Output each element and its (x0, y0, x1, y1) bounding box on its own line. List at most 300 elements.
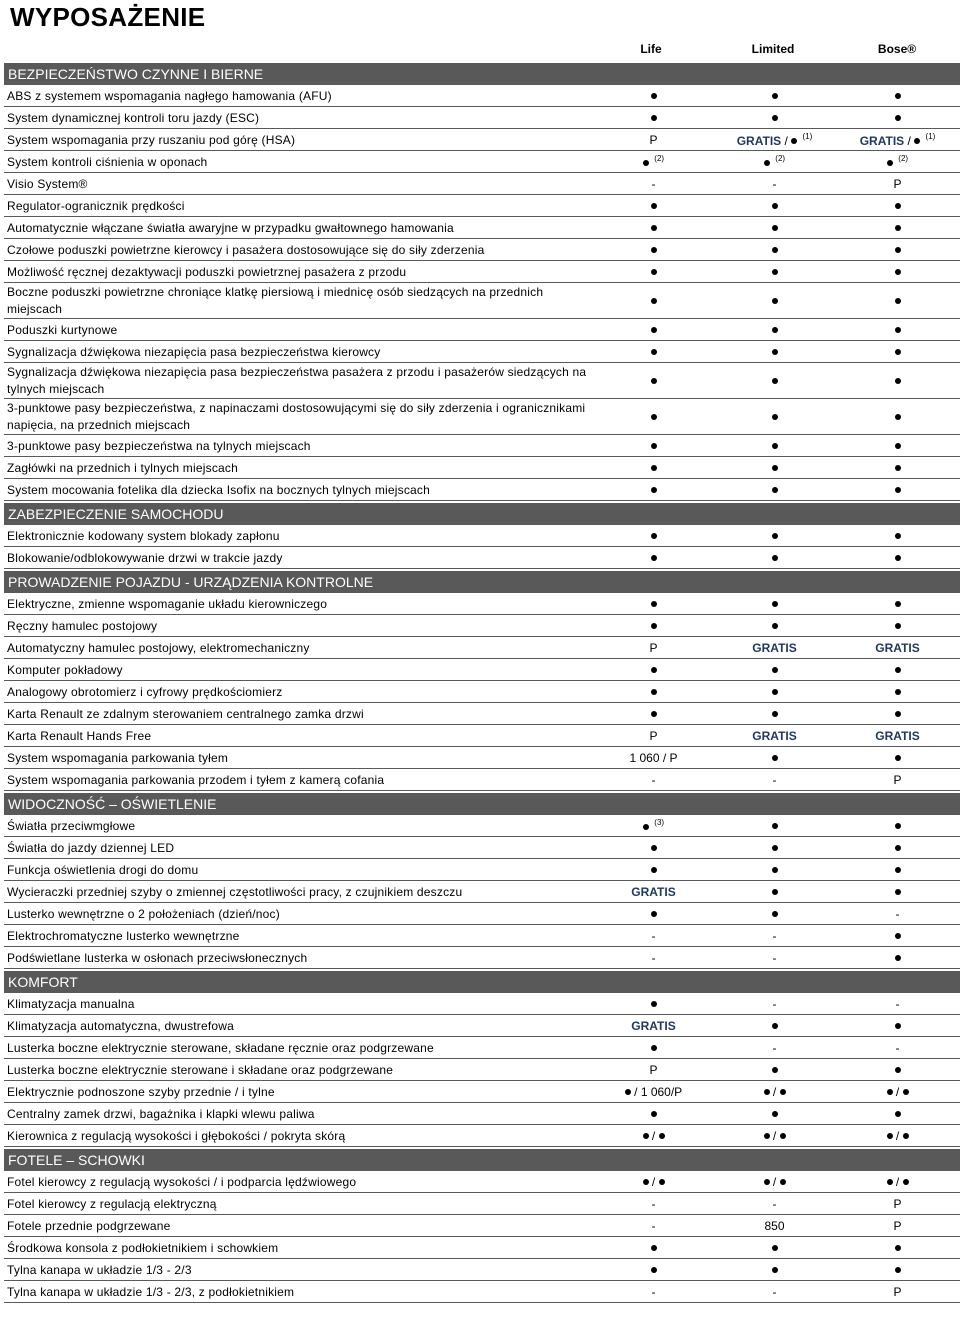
value-limited: GRATIS (752, 640, 797, 655)
feature-label: System wspomagania parkowania tyłem (7, 750, 229, 765)
value-limited (714, 663, 835, 677)
feature-label: Karta Renault ze zdalnym sterowaniem centralnego zamka drzwi (7, 706, 364, 721)
table-row (4, 859, 960, 881)
value-bose (835, 663, 960, 677)
feature-label: Klimatyzacja automatyczna, dwustrefowa (7, 1018, 235, 1033)
value-life (593, 841, 714, 855)
value-life (593, 323, 714, 337)
value-bose (835, 885, 960, 899)
value-bose (835, 461, 960, 475)
table-row (4, 637, 960, 659)
included-dot-icon (651, 247, 657, 253)
feature-label: Centralny zamek drzwi, bagażnika i klapki wlewu paliwa (7, 1106, 315, 1121)
included-dot-icon (772, 555, 778, 561)
table-row (4, 1059, 960, 1081)
value-bose (835, 951, 960, 965)
included-dot-icon (903, 1179, 909, 1185)
value-life (593, 619, 714, 633)
section-header: ZABEZPIECZENIE SAMOCHODU (4, 503, 960, 525)
included-dot-icon (772, 623, 778, 629)
included-dot-icon (887, 1133, 893, 1139)
included-dot-icon (651, 443, 657, 449)
included-dot-icon (772, 711, 778, 717)
feature-label: ABS z systemem wspomagania nagłego hamowania (AFU) (7, 88, 332, 103)
value-bose (835, 1019, 960, 1033)
included-dot-icon (651, 1245, 657, 1251)
feature-label: Środkowa konsola z podłokietnikiem i schowkiem (7, 1240, 279, 1255)
included-dot-icon (895, 269, 901, 275)
value-limited (714, 243, 835, 257)
included-dot-icon (772, 465, 778, 471)
feature-label: System wspomagania parkowania przodem i tyłem z kamerą cofania (7, 772, 385, 787)
value-limited (714, 323, 835, 337)
included-dot-icon (772, 1023, 778, 1029)
value-bose: GRATIS (875, 640, 920, 655)
value-limited (714, 551, 835, 565)
table-row (4, 319, 960, 341)
value-bose (835, 1241, 960, 1255)
included-dot-icon (895, 601, 901, 607)
value-life (593, 89, 714, 103)
value-bose (835, 111, 960, 125)
included-dot-icon (895, 443, 901, 449)
value-life (593, 111, 714, 125)
feature-label: System wspomagania przy ruszaniu pod górę (HSA) (7, 132, 296, 147)
value-bose (835, 221, 960, 235)
value-bose (835, 243, 960, 257)
value-life: - (651, 772, 656, 787)
table-row (4, 479, 960, 501)
value-limited (714, 907, 835, 921)
value-life (593, 439, 714, 453)
value-life (593, 1107, 714, 1121)
table-row (4, 547, 960, 569)
value-bose: P (893, 1196, 902, 1211)
value-life (593, 1241, 714, 1255)
column-header-bose: Bose® (877, 42, 917, 56)
table-row (4, 195, 960, 217)
table-row (4, 85, 960, 107)
table-row (4, 903, 960, 925)
included-dot-icon (895, 755, 901, 761)
feature-label: Karta Renault Hands Free (7, 728, 152, 743)
value-life: (2) (593, 154, 714, 170)
value-bose: - (895, 1040, 900, 1055)
included-dot-icon (895, 378, 901, 384)
included-dot-icon (887, 1089, 893, 1095)
table-row (4, 1237, 960, 1259)
value-bose (835, 597, 960, 611)
value-limited (714, 529, 835, 543)
feature-label: Komputer pokładowy (7, 662, 123, 677)
value-life: P (649, 640, 658, 655)
included-dot-icon (651, 349, 657, 355)
feature-label: System dynamicznej kontroli toru jazdy (ESC) (7, 110, 260, 125)
feature-label: Tylna kanapa w układzie 1/3 - 2/3 (7, 1262, 192, 1277)
included-dot-icon (772, 823, 778, 829)
value-bose: / (835, 1085, 960, 1099)
value-life (593, 597, 714, 611)
included-dot-icon (772, 487, 778, 493)
table-row (4, 1171, 960, 1193)
value-bose (835, 345, 960, 359)
value-life: 1 060 / P (629, 750, 678, 765)
included-dot-icon (895, 465, 901, 471)
included-dot-icon (772, 1267, 778, 1273)
value-life (593, 529, 714, 543)
feature-label: Kierownica z regulacją wysokości i głębokości / pokryta skórą (7, 1128, 346, 1143)
value-bose (835, 89, 960, 103)
value-life (593, 221, 714, 235)
value-bose (835, 619, 960, 633)
value-limited (714, 863, 835, 877)
value-bose: P (893, 1284, 902, 1299)
included-dot-icon (895, 1245, 901, 1251)
value-life (593, 199, 714, 213)
value-life: GRATIS (631, 1018, 676, 1033)
included-dot-icon (895, 933, 901, 939)
value-life (593, 243, 714, 257)
value-life (593, 685, 714, 699)
feature-label: Zagłówki na przednich i tylnych miejscach (7, 460, 238, 475)
value-limited (714, 439, 835, 453)
table-row (4, 1281, 960, 1303)
included-dot-icon (895, 955, 901, 961)
included-dot-icon (772, 689, 778, 695)
included-dot-icon (659, 1179, 665, 1185)
value-limited (714, 885, 835, 899)
table-row (4, 129, 960, 151)
included-dot-icon (651, 1045, 657, 1051)
feature-label: System kontroli ciśnienia w oponach (7, 154, 208, 169)
value-bose (835, 374, 960, 388)
included-dot-icon (780, 1179, 786, 1185)
value-limited (714, 345, 835, 359)
value-limited (714, 410, 835, 424)
value-life: - (651, 1284, 656, 1299)
included-dot-icon (651, 601, 657, 607)
value-limited: - (772, 950, 777, 965)
included-dot-icon (772, 247, 778, 253)
included-dot-icon (895, 1023, 901, 1029)
feature-label: Światła do jazdy dziennej LED (7, 840, 175, 855)
value-limited: - (772, 772, 777, 787)
value-bose (835, 819, 960, 833)
included-dot-icon (903, 1133, 909, 1139)
included-dot-icon (772, 298, 778, 304)
feature-label: Elektrochromatyczne lusterko wewnętrzne (7, 928, 240, 943)
value-limited (714, 483, 835, 497)
value-life (593, 997, 714, 1011)
value-bose (835, 439, 960, 453)
included-dot-icon (764, 1133, 770, 1139)
included-dot-icon (772, 845, 778, 851)
value-bose (835, 529, 960, 543)
value-life: P (649, 1062, 658, 1077)
table-row (4, 593, 960, 615)
value-bose (835, 199, 960, 213)
value-life: / (593, 1129, 714, 1143)
included-dot-icon (651, 378, 657, 384)
value-limited (714, 1263, 835, 1277)
feature-label: Ręczny hamulec postojowy (7, 618, 158, 633)
value-bose (835, 751, 960, 765)
included-dot-icon (764, 1089, 770, 1095)
table-row (4, 217, 960, 239)
value-bose (835, 483, 960, 497)
included-dot-icon (895, 1111, 901, 1117)
value-bose: P (893, 1218, 902, 1233)
value-limited (714, 374, 835, 388)
table-row (4, 747, 960, 769)
value-limited: - (772, 1196, 777, 1211)
value-bose: P (893, 772, 902, 787)
included-dot-icon (895, 93, 901, 99)
feature-label: Regulator-ogranicznik prędkości (7, 198, 185, 213)
feature-label: System mocowania fotelika dla dziecka Isofix na bocznych tylnych miejscach (7, 482, 430, 497)
included-dot-icon (651, 225, 657, 231)
included-dot-icon (895, 414, 901, 420)
value-limited: / (714, 1129, 835, 1143)
table-row (4, 1215, 960, 1237)
included-dot-icon (651, 93, 657, 99)
value-limited (714, 685, 835, 699)
table-row (4, 525, 960, 547)
value-life: / (593, 1175, 714, 1189)
included-dot-icon (772, 533, 778, 539)
feature-label: Boczne poduszki powietrzne chroniące klatkę piersiową i miednicę osób siedzących na przednich miejscach (7, 284, 544, 316)
feature-label: Elektronicznie kodowany system blokady zapłonu (7, 528, 280, 543)
value-limited (714, 819, 835, 833)
feature-label: Fotel kierowcy z regulacją wysokości / i podparcia lędźwiowego (7, 1174, 357, 1189)
column-header-life: Life (640, 42, 662, 56)
value-limited (714, 199, 835, 213)
included-dot-icon (772, 203, 778, 209)
included-dot-icon (651, 115, 657, 121)
included-dot-icon (780, 1133, 786, 1139)
included-dot-icon (772, 269, 778, 275)
value-bose (835, 929, 960, 943)
included-dot-icon (651, 487, 657, 493)
value-life (593, 1263, 714, 1277)
included-dot-icon (772, 225, 778, 231)
value-life (593, 483, 714, 497)
included-dot-icon (651, 465, 657, 471)
feature-label: Podświetlane lusterka w osłonach przeciwsłonecznych (7, 950, 308, 965)
value-limited (714, 1063, 835, 1077)
page-title: WYPOSAŻENIE (10, 2, 206, 32)
section-header: FOTELE – SCHOWKI (4, 1149, 960, 1171)
value-bose: / (835, 1175, 960, 1189)
table-row (4, 1193, 960, 1215)
value-life: - (651, 1218, 656, 1233)
value-bose (835, 294, 960, 308)
included-dot-icon (651, 1001, 657, 1007)
included-dot-icon (651, 1267, 657, 1273)
included-dot-icon (895, 889, 901, 895)
feature-label: Światła przeciwmgłowe (7, 818, 136, 833)
table-row (4, 283, 960, 319)
value-bose (835, 265, 960, 279)
value-life (593, 907, 714, 921)
feature-label: Fotel kierowcy z regulacją elektryczną (7, 1196, 217, 1211)
value-bose (835, 863, 960, 877)
value-bose (835, 707, 960, 721)
value-limited: - (772, 1040, 777, 1055)
value-bose (835, 685, 960, 699)
included-dot-icon (895, 487, 901, 493)
table-row (4, 1103, 960, 1125)
value-bose (835, 841, 960, 855)
table-row (4, 173, 960, 195)
included-dot-icon (895, 711, 901, 717)
value-life (593, 345, 714, 359)
equipment-table (4, 61, 960, 1303)
table-row (4, 239, 960, 261)
included-dot-icon (772, 327, 778, 333)
included-dot-icon (651, 845, 657, 851)
table-row (4, 681, 960, 703)
table-row (4, 107, 960, 129)
value-life: - (651, 950, 656, 965)
included-dot-icon (643, 1133, 649, 1139)
column-header-limited: Limited (751, 42, 795, 56)
included-dot-icon (659, 1133, 665, 1139)
table-row (4, 1259, 960, 1281)
included-dot-icon (772, 911, 778, 917)
table-row (4, 881, 960, 903)
section-header: BEZPIECZEŃSTWO CZYNNE I BIERNE (4, 63, 960, 85)
included-dot-icon (651, 623, 657, 629)
table-row (4, 1081, 960, 1103)
included-dot-icon (895, 667, 901, 673)
included-dot-icon (772, 601, 778, 607)
included-dot-icon (643, 824, 649, 830)
section-header: PROWADZENIE POJAZDU - URZĄDZENIA KONTROLNE (4, 571, 960, 593)
included-dot-icon (772, 1111, 778, 1117)
feature-label: 3-punktowe pasy bezpieczeństwa, z napinaczami dostosowującymi się do siły zderzenia i ogranicznikami napięcia, na przednich miejscach (7, 400, 586, 432)
included-dot-icon (651, 689, 657, 695)
table-row (4, 837, 960, 859)
value-bose (835, 1263, 960, 1277)
value-limited (714, 1107, 835, 1121)
value-life (593, 1041, 714, 1055)
value-bose: GRATIS (875, 728, 920, 743)
included-dot-icon (764, 160, 770, 166)
included-dot-icon (895, 298, 901, 304)
table-row (4, 993, 960, 1015)
value-limited: - (772, 996, 777, 1011)
included-dot-icon (651, 414, 657, 420)
table-row (4, 341, 960, 363)
value-limited (714, 751, 835, 765)
included-dot-icon (651, 269, 657, 275)
value-life: - (651, 176, 656, 191)
included-dot-icon (895, 115, 901, 121)
value-bose: / (835, 1129, 960, 1143)
included-dot-icon (895, 1267, 901, 1273)
included-dot-icon (772, 1245, 778, 1251)
value-bose (835, 551, 960, 565)
table-row (4, 457, 960, 479)
feature-label: Klimatyzacja manualna (7, 996, 135, 1011)
value-bose: (2) (835, 154, 960, 170)
value-life: GRATIS (631, 884, 676, 899)
value-life (593, 265, 714, 279)
included-dot-icon (895, 225, 901, 231)
feature-label: Sygnalizacja dźwiękowa niezapięcia pasa bezpieczeństwa kierowcy (7, 344, 381, 359)
included-dot-icon (895, 623, 901, 629)
value-life: / 1 060/P (593, 1085, 714, 1099)
value-limited: GRATIS (752, 728, 797, 743)
column-headers (590, 42, 960, 60)
section-header: WIDOCZNOŚĆ – OŚWIETLENIE (4, 793, 960, 815)
table-row (4, 815, 960, 837)
feature-label: Elektrycznie podnoszone szyby przednie / i tylne (7, 1084, 275, 1099)
included-dot-icon (651, 711, 657, 717)
value-limited: 850 (764, 1218, 785, 1233)
included-dot-icon (895, 327, 901, 333)
value-bose: - (895, 906, 900, 921)
value-life: - (651, 1196, 656, 1211)
included-dot-icon (764, 1179, 770, 1185)
value-limited (714, 294, 835, 308)
value-bose: GRATIS / $^{(1)}$ (859, 131, 936, 148)
section-header: KOMFORT (4, 971, 960, 993)
table-row (4, 399, 960, 435)
value-limited (714, 597, 835, 611)
value-life (593, 551, 714, 565)
feature-label: Tylna kanapa w układzie 1/3 - 2/3, z podłokietnikiem (7, 1284, 295, 1299)
table-row (4, 1125, 960, 1147)
value-life (593, 461, 714, 475)
feature-label: Fotele przednie podgrzewane (7, 1218, 171, 1233)
value-life (593, 863, 714, 877)
value-limited (714, 89, 835, 103)
included-dot-icon (643, 160, 649, 166)
included-dot-icon (772, 349, 778, 355)
feature-label: Analogowy obrotomierz i cyfrowy prędkościomierz (7, 684, 283, 699)
value-limited (714, 1241, 835, 1255)
included-dot-icon (895, 845, 901, 851)
included-dot-icon (895, 247, 901, 253)
value-bose (835, 1107, 960, 1121)
included-dot-icon (651, 533, 657, 539)
included-dot-icon (772, 443, 778, 449)
value-limited (714, 707, 835, 721)
feature-label: Visio System® (7, 176, 88, 191)
included-dot-icon (625, 1089, 631, 1095)
included-dot-icon (651, 667, 657, 673)
table-row (4, 769, 960, 791)
table-row (4, 615, 960, 637)
table-row (4, 261, 960, 283)
table-row (4, 659, 960, 681)
feature-label: Automatyczny hamulec postojowy, elektromechaniczny (7, 640, 310, 655)
included-dot-icon (895, 533, 901, 539)
value-limited (714, 221, 835, 235)
table-row (4, 703, 960, 725)
included-dot-icon (643, 1179, 649, 1185)
included-dot-icon (895, 689, 901, 695)
value-life (593, 374, 714, 388)
feature-label: Możliwość ręcznej dezaktywacji poduszki powietrznej pasażera z przodu (7, 264, 407, 279)
feature-label: Blokowanie/odblokowywanie drzwi w trakcie jazdy (7, 550, 283, 565)
value-limited: - (772, 176, 777, 191)
value-limited: (2) (714, 154, 835, 170)
included-dot-icon (903, 1089, 909, 1095)
value-limited: GRATIS / $^{(1)}$ (736, 131, 813, 148)
